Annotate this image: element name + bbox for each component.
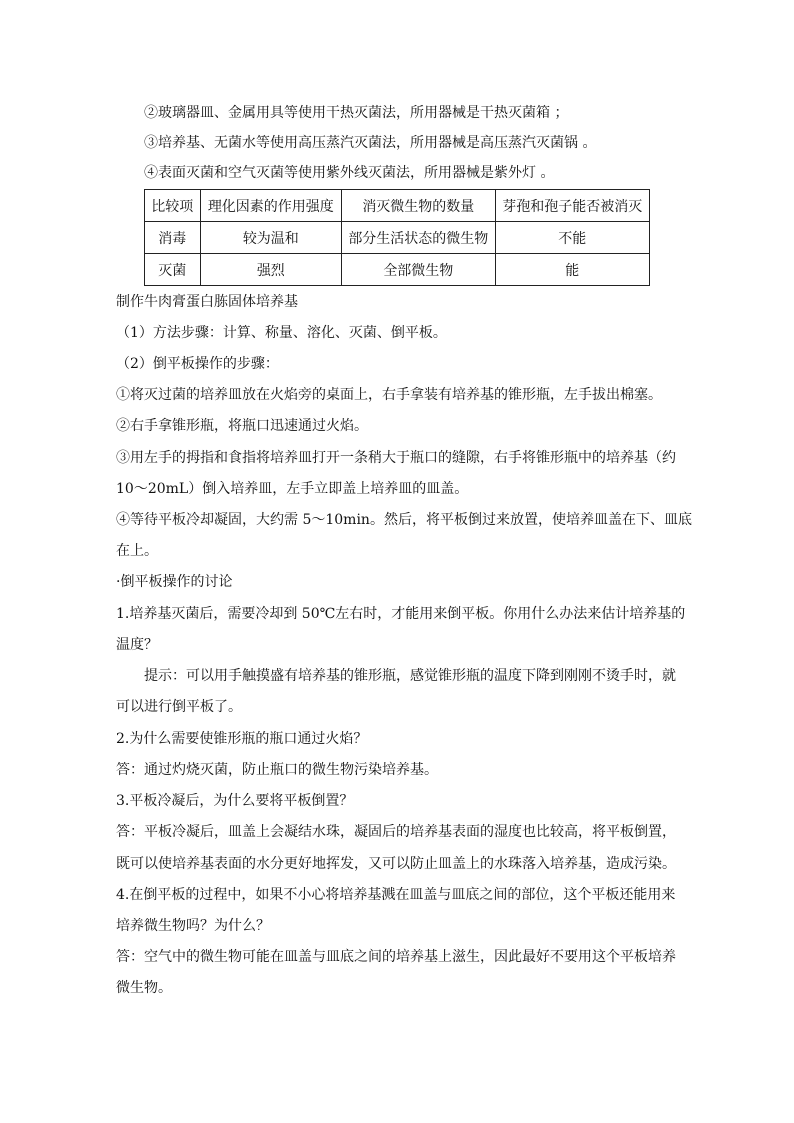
comparison-table	[144, 189, 650, 286]
sterilization-item-autoclave: ③培养基、无菌水等使用高压蒸汽灭菌法，所用器械是高压蒸汽灭菌锅 。	[144, 135, 597, 151]
sterilization-item-dry-heat: ②玻璃器皿、金属用具等使用干热灭菌法，所用器械是干热灭菌箱 ；	[144, 105, 569, 121]
pour-plate-step-4: ④等待平板冷却凝固，大约需 5～10min。然后，将平板倒过来放置，使培养皿盖在下、皿底	[116, 512, 692, 528]
pour-plate-step-3-cont: 10～20mL）倒入培养皿，左手立即盖上培养皿的皿盖。	[116, 481, 469, 497]
pour-plate-step-2: ②右手拿锥形瓶，将瓶口迅速通过火焰。	[116, 418, 368, 434]
table-cell: 较为温和	[200, 222, 342, 254]
question-1: 1.培养基灭菌后，需要冷却到 50℃左右时，才能用来倒平板。你用什么办法来估计培养基的	[116, 606, 686, 622]
question-4: 4.在倒平板的过程中，如果不小心将培养基溅在皿盖与皿底之间的部位，这个平板还能用来	[116, 887, 676, 903]
answer-1: 提示：可以用手触摸盛有培养基的锥形瓶，感觉锥形瓶的温度下降到刚刚不烫手时，就	[144, 668, 676, 684]
table-header-cell: 理化因素的作用强度	[200, 190, 342, 222]
question-2: 2.为什么需要使锥形瓶的瓶口通过火焰？	[116, 731, 368, 747]
table-cell: 消毒	[145, 222, 201, 254]
table-cell: 能	[495, 254, 649, 286]
medium-section-title: 制作牛肉膏蛋白胨固体培养基	[116, 294, 298, 310]
table-header-row	[145, 190, 650, 222]
answer-4: 答：空气中的微生物可能在皿盖与皿底之间的培养基上滋生，因此最好不要用这个平板培养	[116, 949, 676, 965]
pour-plate-step-3: ③用左手的拇指和食指将培养皿打开一条稍大于瓶口的缝隙，右手将锥形瓶中的培养基（约	[116, 450, 676, 466]
question-4-cont: 培养微生物吗？为什么？	[116, 918, 270, 934]
question-1-cont: 温度？	[116, 637, 158, 653]
table-row	[145, 222, 650, 254]
question-3: 3.平板冷凝后，为什么要将平板倒置？	[116, 793, 354, 809]
table-cell: 全部微生物	[342, 254, 495, 286]
discussion-title: ·倒平板操作的讨论	[116, 574, 233, 590]
answer-2: 答：通过灼烧灭菌，防止瓶口的微生物污染培养基。	[116, 762, 438, 778]
table-cell: 强烈	[200, 254, 342, 286]
pour-plate-step-1: ①将灭过菌的培养皿放在火焰旁的桌面上，右手拿装有培养基的锥形瓶，左手拔出棉塞。	[116, 387, 662, 403]
answer-1-cont: 可以进行倒平板了。	[116, 699, 242, 715]
medium-step-1: （1）方法步骤：计算、称量、溶化、灭菌、倒平板。	[116, 325, 447, 341]
answer-4-cont: 微生物。	[116, 980, 172, 996]
medium-step-2: （2）倒平板操作的步骤：	[116, 356, 279, 372]
table-cell: 部分生活状态的微生物	[342, 222, 495, 254]
pour-plate-step-4-cont: 在上。	[116, 543, 158, 559]
sterilization-item-uv: ④表面灭菌和空气灭菌等使用紫外线灭菌法，所用器械是紫外灯 。	[144, 165, 555, 181]
table-header-cell: 消灭微生物的数量	[342, 190, 495, 222]
table-header-cell: 比较项	[145, 190, 201, 222]
answer-3-cont: 既可以使培养基表面的水分更好地挥发，又可以防止皿盖上的水珠落入培养基，造成污染。	[116, 856, 676, 872]
table-cell: 灭菌	[145, 254, 201, 286]
table-header-cell: 芽孢和孢子能否被消灭	[495, 190, 649, 222]
table-cell: 不能	[495, 222, 649, 254]
table-row	[145, 254, 650, 286]
answer-3: 答：平板冷凝后，皿盖上会凝结水珠，凝固后的培养基表面的湿度也比较高，将平板倒置，	[116, 824, 676, 840]
